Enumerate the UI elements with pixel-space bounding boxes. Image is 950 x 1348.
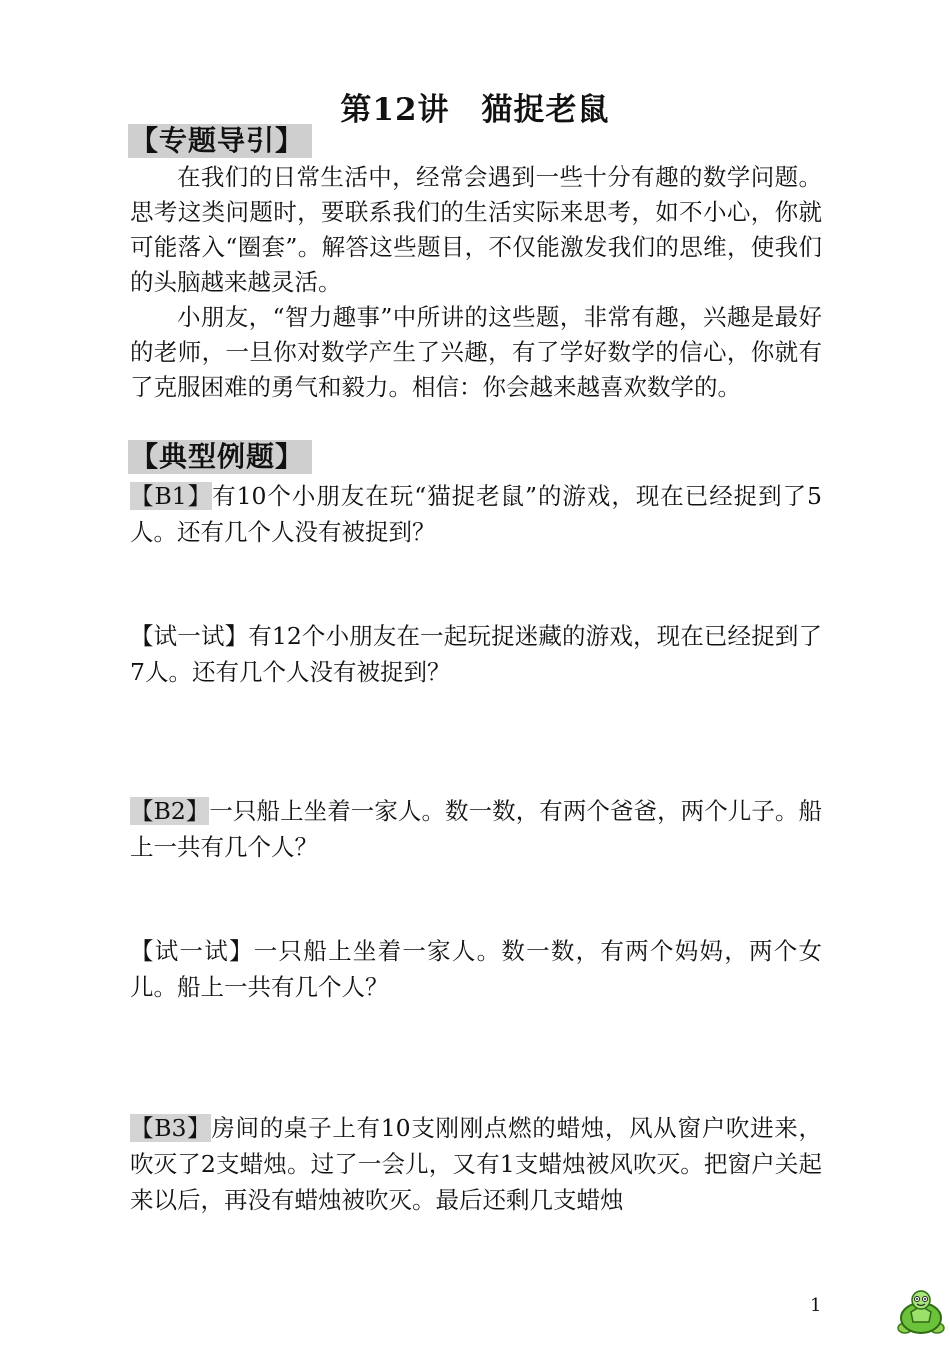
question-text: 房间的桌子上有10支刚刚点燃的蜡烛，风从窗户吹进来，吹灭了2支蜡烛。过了一会儿，又有1支蜡烛被风吹灭。把窗户关起来以后，再没有蜡烛被吹灭。最后还剩几支蜡烛	[130, 1114, 822, 1214]
question-tag: 【B1】	[130, 482, 213, 510]
question-b1	[130, 478, 822, 550]
lesson-title: 第12讲 猫捉老鼠	[340, 92, 610, 128]
intro-paragraph-2: 小朋友，“智力趣事”中所讲的这些题，非常有趣，兴趣是最好的老师，一旦你对数学产生了兴趣，有了学好数学的信心，你就有了克服困难的勇气和毅力。相信：你会越来越喜欢数学的。	[130, 303, 822, 401]
question-tag: 【试一试】	[130, 937, 254, 965]
intro-paragraph-1: 在我们的日常生活中，经常会遇到一些十分有趣的数学问题。思考这类问题时，要联系我们的生活实际来思考，如不小心，你就可能落入“圈套”。解答这些题目，不仅能激发我们的思维，使我们的头脑越来越灵活。	[130, 163, 822, 296]
question-b2	[130, 793, 822, 865]
page-number: 1	[810, 1295, 822, 1316]
question-text: 有12个小朋友在一起玩捉迷藏的游戏，现在已经捉到了7人。还有几个人没有被捉到？	[130, 622, 822, 686]
section-head-intro: 【专题导引】	[128, 124, 312, 158]
question-b3	[130, 1110, 822, 1218]
question-text: 一只船上坐着一家人。数一数，有两个妈妈，两个女儿。船上一共有几个人？	[130, 937, 822, 1001]
turtle-icon	[895, 1288, 947, 1344]
question-tag: 【试一试】	[130, 622, 249, 650]
question-tag: 【B2】	[130, 797, 210, 825]
question-try-2	[130, 933, 822, 1005]
question-text: 一只船上坐着一家人。数一数，有两个爸爸，两个儿子。船上一共有几个人？	[130, 797, 822, 861]
section-head-examples: 【典型例题】	[128, 440, 312, 474]
question-tag: 【B3】	[130, 1114, 212, 1142]
question-text: 有10个小朋友在玩“猫捉老鼠”的游戏，现在已经捉到了5人。还有几个人没有被捉到？	[130, 482, 822, 546]
question-try-1	[130, 618, 822, 690]
